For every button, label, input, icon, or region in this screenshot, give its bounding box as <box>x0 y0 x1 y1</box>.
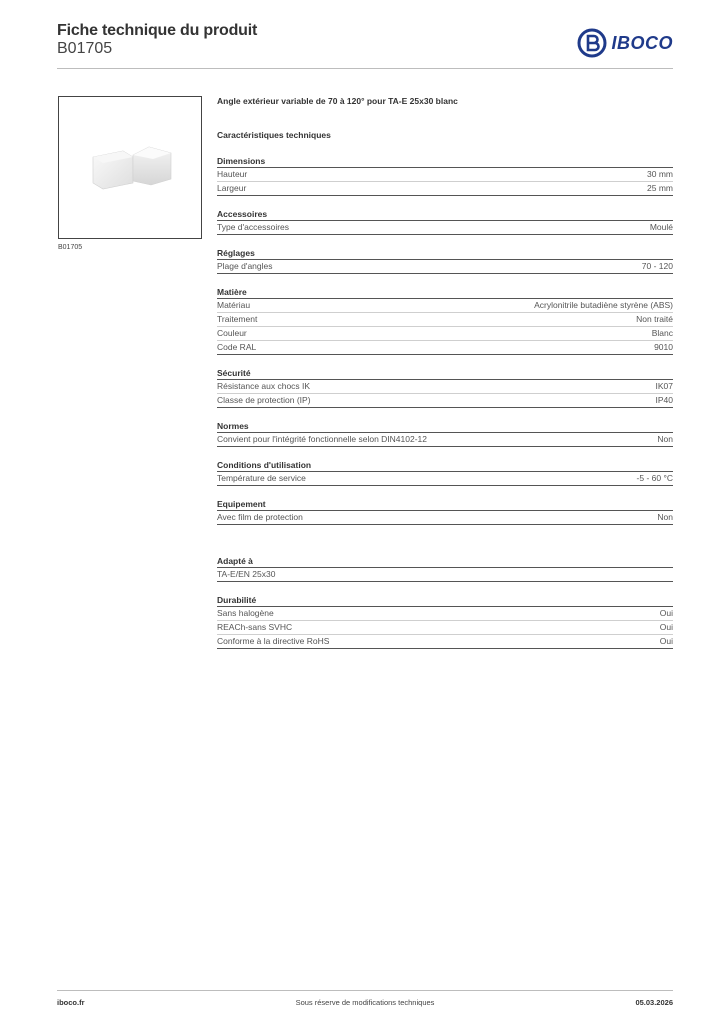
spec-row <box>217 380 673 394</box>
spec-row <box>217 341 673 355</box>
website-link[interactable]: iboco.fr <box>57 998 85 1007</box>
spec-label: Température de service <box>217 473 306 483</box>
spec-value: Oui <box>659 608 673 618</box>
spec-value: Blanc <box>651 328 673 338</box>
brand-logo <box>577 28 673 58</box>
document-title: Fiche technique du produit <box>57 22 258 39</box>
spec-row <box>217 327 673 341</box>
spec-label: Classe de protection (IP) <box>217 395 311 405</box>
spec-value: -5 - 60 °C <box>636 473 673 483</box>
spec-label: Largeur <box>217 183 247 193</box>
section-title: Equipement <box>217 498 673 511</box>
spec-value: Non <box>657 434 673 444</box>
section-title: Dimensions <box>217 155 673 168</box>
section-securite <box>217 367 673 408</box>
spec-value: Non traité <box>636 314 673 324</box>
spec-row <box>217 621 673 635</box>
spec-value: IP40 <box>655 395 673 405</box>
spec-row <box>217 313 673 327</box>
product-image <box>89 137 175 193</box>
spec-label: TA-E/EN 25x30 <box>217 569 276 579</box>
spec-value: Acrylonitrile butadiène styrène (ABS) <box>534 300 673 310</box>
spec-value: 25 mm <box>647 183 673 193</box>
footer-date: 05.03.2026 <box>635 998 673 1007</box>
image-caption: B01705 <box>58 244 83 251</box>
spec-label: Type d'accessoires <box>217 222 290 232</box>
spec-value: 9010 <box>654 342 673 352</box>
spec-value: 30 mm <box>647 169 673 179</box>
spec-row <box>217 260 673 274</box>
spec-row <box>217 568 673 582</box>
section-equipement <box>217 498 673 525</box>
spec-label: Résistance aux chocs IK <box>217 381 311 391</box>
product-specs <box>217 96 673 649</box>
spec-label: Conforme à la directive RoHS <box>217 636 330 646</box>
document-header <box>57 22 673 70</box>
spec-row <box>217 168 673 182</box>
section-matiere <box>217 286 673 355</box>
tech-specs-title: Caractéristiques techniques <box>217 130 331 140</box>
section-title: Adapté à <box>217 555 673 568</box>
section-title: Accessoires <box>217 208 673 221</box>
spec-value: Non <box>657 512 673 522</box>
footer-disclaimer: Sous réserve de modifications techniques <box>295 998 435 1007</box>
spec-label: Convient pour l'intégrité fonctionnelle selon DIN4102-12 <box>217 434 428 444</box>
document-footer <box>57 998 673 1010</box>
spec-label: Code RAL <box>217 342 257 352</box>
spec-row <box>217 607 673 621</box>
section-title: Conditions d'utilisation <box>217 459 673 472</box>
spec-label: Traitement <box>217 314 258 324</box>
spec-row <box>217 394 673 408</box>
brand-name: IBOCO <box>611 32 673 53</box>
spec-row <box>217 182 673 196</box>
spec-value: Oui <box>659 636 673 646</box>
spec-value: Oui <box>659 622 673 632</box>
section-title: Réglages <box>217 247 673 260</box>
section-conditions <box>217 459 673 486</box>
product-code: B01705 <box>57 40 113 57</box>
spec-value: 70 - 120 <box>641 261 673 271</box>
section-title: Sécurité <box>217 367 673 380</box>
spec-label: Avec film de protection <box>217 512 303 522</box>
spec-label: Couleur <box>217 328 247 338</box>
section-title: Matière <box>217 286 673 299</box>
spec-label: Plage d'angles <box>217 261 273 271</box>
footer-divider <box>57 990 673 991</box>
section-durabilite <box>217 594 673 649</box>
product-description: Angle extérieur variable de 70 à 120° pour TA-E 25x30 blanc <box>217 96 458 106</box>
spec-value: Moulé <box>649 222 673 232</box>
spec-row <box>217 511 673 525</box>
spec-label: REACh-sans SVHC <box>217 622 293 632</box>
spec-row <box>217 433 673 447</box>
spec-label: Hauteur <box>217 169 248 179</box>
iboco-logo-icon <box>577 28 607 58</box>
spec-row <box>217 221 673 235</box>
section-normes <box>217 420 673 447</box>
section-title: Durabilité <box>217 594 673 607</box>
spec-row <box>217 299 673 313</box>
spec-label: Matériau <box>217 300 251 310</box>
spec-row <box>217 472 673 486</box>
spec-label: Sans halogène <box>217 608 274 618</box>
spec-row <box>217 635 673 649</box>
section-adapte <box>217 555 673 582</box>
section-dimensions <box>217 155 673 196</box>
header-divider <box>57 68 673 69</box>
product-image-frame <box>58 96 202 239</box>
section-reglages <box>217 247 673 274</box>
spec-value: IK07 <box>655 381 673 391</box>
section-accessoires <box>217 208 673 235</box>
section-title: Normes <box>217 420 673 433</box>
